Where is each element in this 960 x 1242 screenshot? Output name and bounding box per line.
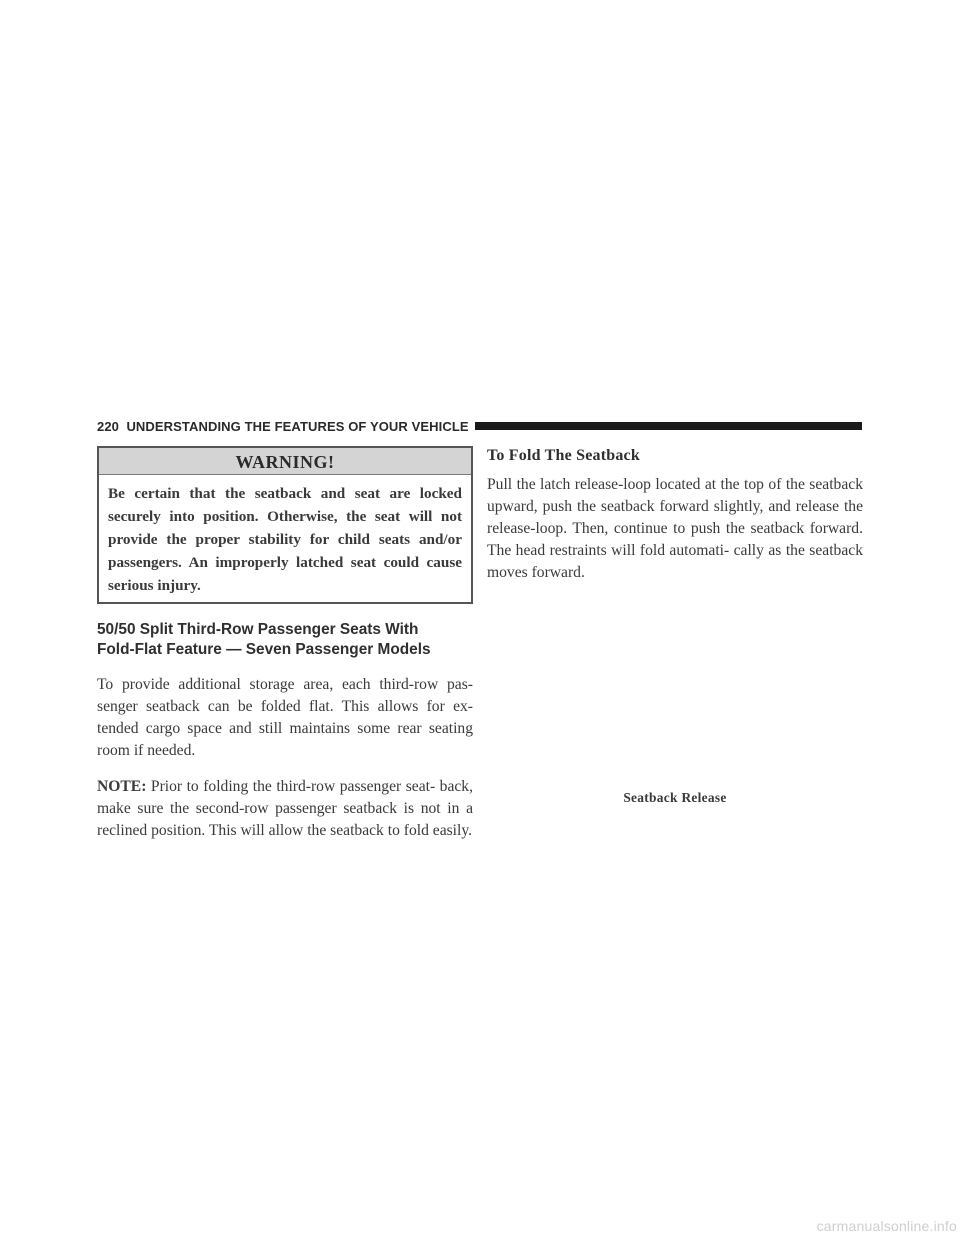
header-rule — [475, 422, 862, 430]
fold-heading: To Fold The Seatback — [487, 447, 640, 464]
section-heading — [97, 620, 473, 660]
warning-box — [97, 446, 473, 604]
section-paragraph: To provide additional storage area, each third-row pas- senger seatback can be folded flat. This allows for ex- tended cargo space and still maintains some rear seating room if needed. — [97, 676, 473, 759]
note-paragraph — [97, 776, 473, 842]
warning-text: Be certain that the seatback and seat are locked securely into position. Otherwise, the seat will not provide the proper stability for child seats and/or passengers. An improperly latched seat could cause serious injury. — [108, 485, 462, 594]
fold-paragraph: Pull the latch release-loop located at the top of the seatback upward, push the seatback forward slightly, and release the release-loop. Then, continue to push the seatback forward. The head restraints will fold automati- cally as the seatback moves forward. — [487, 476, 863, 581]
page-header-text — [97, 419, 469, 434]
figure-caption: Seatback Release — [623, 790, 727, 805]
seatback-release-figure — [487, 580, 863, 780]
right-column — [487, 446, 863, 584]
warning-title: WARNING! — [99, 448, 471, 475]
note-text: Prior to folding the third-row passenger seat- back, make sure the second-row passenger seatback is not in a reclined position. This will allow the seatback to fold easily. — [97, 778, 473, 839]
section-title: UNDERSTANDING THE FEATURES OF YOUR VEHICLE — [126, 418, 469, 434]
page-number: 220 — [97, 418, 119, 434]
page-header — [97, 416, 862, 436]
left-column — [97, 446, 473, 842]
section-heading-line-1: 50/50 Split Third-Row Passenger Seats With — [97, 621, 419, 638]
section-heading-line-2: Fold-Flat Feature — Seven Passenger Models — [97, 641, 431, 658]
watermark: carmanualsonline.info — [816, 1218, 957, 1234]
note-label: NOTE: — [97, 778, 147, 795]
